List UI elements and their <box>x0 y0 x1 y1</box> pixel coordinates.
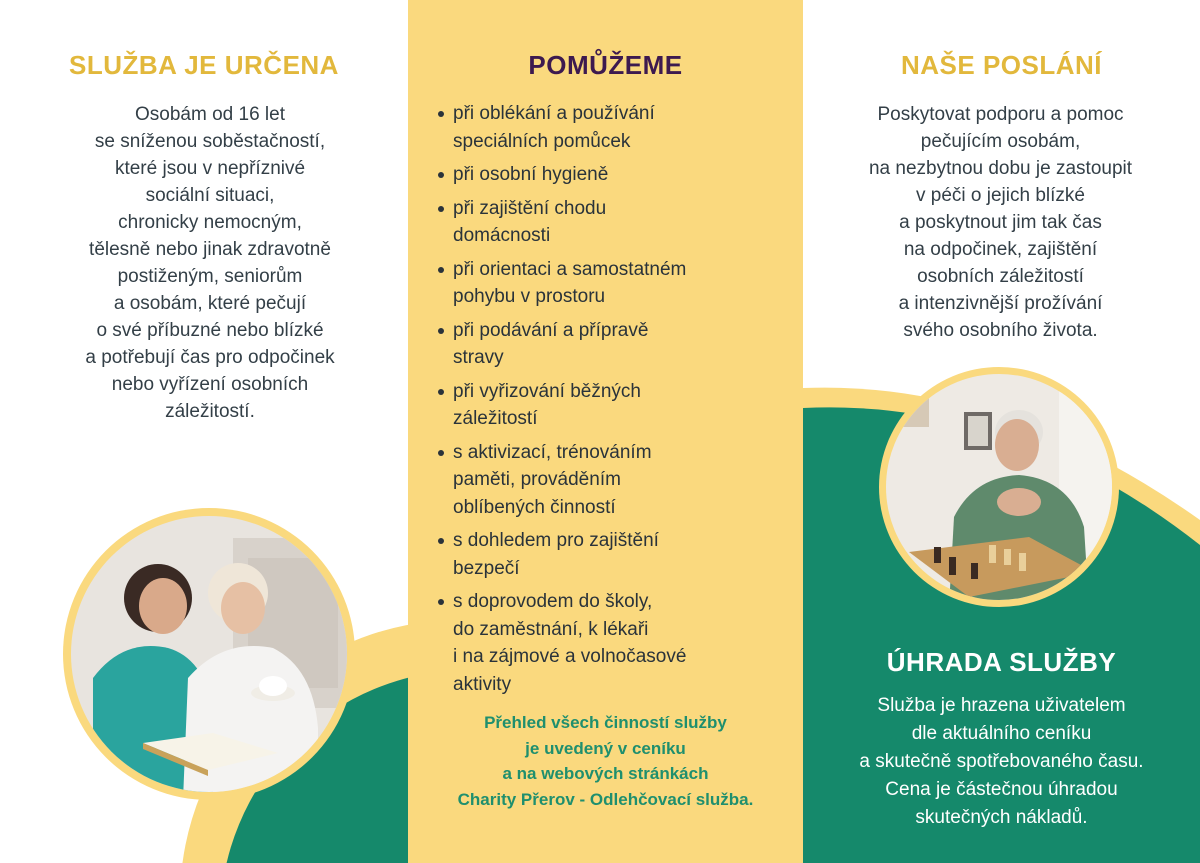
list-item: při podávání a přípravě stravy <box>436 317 776 372</box>
price-list-note: Přehled všech činností služby je uvedený v ceníku a na webových stránkách Charity Přerov - Odlehčovací služba. <box>457 713 754 809</box>
left-panel <box>0 0 408 863</box>
middle-panel <box>408 0 803 863</box>
list-item: s dohledem pro zajištění bezpečí <box>436 527 776 582</box>
section-heading-mission: NAŠE POSLÁNÍ <box>900 50 1103 80</box>
list-item: s doprovodem do školy, do zaměstnání, k lékaři i na zájmové a volnočasové aktivity <box>436 588 776 698</box>
list-item: při zajištění chodu domácnosti <box>436 195 776 250</box>
target-group-text: Osobám od 16 let se sníženou soběstačností, které jsou v nepříznivé sociální situaci, chronicky nemocným, tělesně nebo jinak zdravotně postiženým, seniorům a osobám, které pečují o své příbuzné nebo blízké a potřebují čas pro odpočinek nebo vyřízení osobních záležitostí. <box>85 104 335 422</box>
list-item: při vyřizování běžných záležitostí <box>436 378 776 433</box>
right-panel <box>803 0 1200 863</box>
payment-text: Služba je hrazena uživatelem dle aktuálního ceníku a skutečně spotřebovaného času. Cena je částečnou úhradou skutečných nákladů. <box>859 695 1144 828</box>
caregiver-reading-with-senior-photo <box>63 508 355 800</box>
list-item: při orientaci a samostatném pohybu v prostoru <box>436 256 776 311</box>
list-item: s aktivizací, trénováním paměti, prováděním oblíbených činností <box>436 439 776 522</box>
list-item: při oblékání a používání speciálních pomůcek <box>436 100 776 155</box>
section-heading-payment: ÚHRADA SLUŽBY <box>886 647 1117 677</box>
list-item: při osobní hygieně <box>436 161 776 189</box>
senior-man-playing-chess-photo <box>879 367 1119 607</box>
section-heading-we-help: POMŮŽEME <box>528 50 683 80</box>
help-list <box>436 100 776 704</box>
section-heading-target-group: SLUŽBA JE URČENA <box>69 50 339 80</box>
mission-text: Poskytovat podporu a pomoc pečujícím osobám, na nezbytnou dobu je zastoupit v péči o jejich blízké a poskytnout jim tak čas na odpočinek, zajištění osobních záležitostí a intenzivnější prožívání svého osobního života. <box>868 104 1133 341</box>
